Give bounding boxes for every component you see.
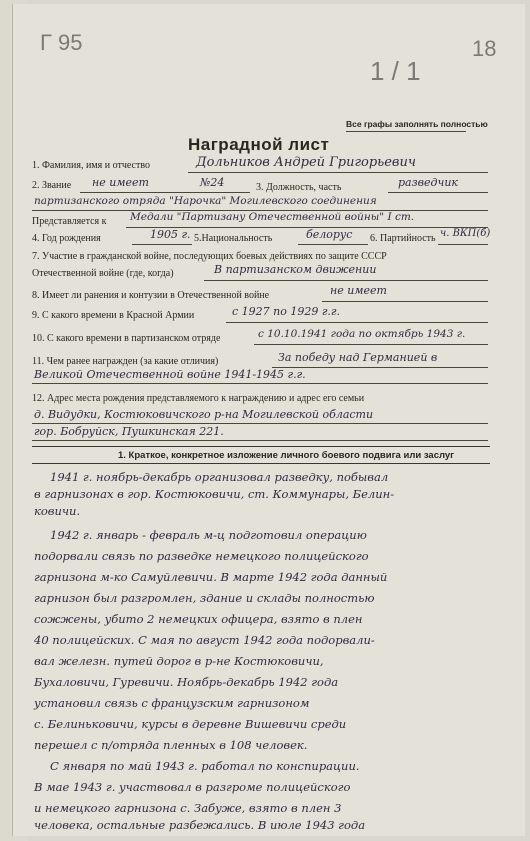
field-label-birth-year: 4. Год рождения bbox=[32, 233, 101, 244]
narrative-line: 1941 г. ноябрь-декабрь организовал разведку, побывал bbox=[50, 470, 389, 484]
pencil-mark-right: 18 bbox=[472, 36, 497, 61]
field-label-position: 3. Должность, часть bbox=[256, 182, 342, 193]
page-title: Наградной лист bbox=[188, 135, 330, 154]
narrative-line: 40 полицейских. С мая по август 1942 года подорвали- bbox=[34, 633, 375, 647]
field-value-unit: партизанского отряда "Нарочка" Могилевского соединения bbox=[34, 195, 377, 207]
narrative-line: перешел с п/отряда пленных в 108 человек. bbox=[34, 738, 308, 752]
field-value-award: Медали "Партизану Отечественной войны" I ст. bbox=[130, 211, 415, 223]
field-value-rank: не имеет bbox=[92, 176, 149, 189]
field-value-red-army: с 1927 по 1929 г.г. bbox=[232, 305, 340, 318]
field-value-party: ч. ВКП(б) bbox=[440, 228, 491, 239]
section-heading: 1. Краткое, конкретное изложение личного боевого подвига или заслуг bbox=[118, 450, 455, 461]
narrative-line: подорвали связь по разведке немецкого полицейского bbox=[34, 549, 369, 563]
field-label-civil-war: 7. Участие в гражданской войне, последующих боевых действиях по защите СССР bbox=[32, 251, 387, 262]
field-label-nationality: 5.Национальность bbox=[194, 233, 273, 244]
field-label-name: 1. Фамилия, имя и отчество bbox=[32, 160, 151, 171]
narrative-line: установил связь с французским гарнизоном bbox=[34, 696, 310, 710]
narrative-line: С января по май 1943 г. работал по конспирации. bbox=[50, 759, 360, 773]
field-value-partisan: с 10.10.1941 года по октябрь 1943 г. bbox=[258, 328, 466, 340]
field-value-prior-awards-2: Великой Отечественной войне 1941-1945 г.г. bbox=[34, 368, 306, 381]
narrative-line: человека, остальные разбежались. В июле 1943 года bbox=[34, 818, 366, 832]
field-value-wounds: не имеет bbox=[330, 284, 387, 297]
field-label-rank: 2. Звание bbox=[32, 180, 72, 191]
field-value-address-1: д. Видудки, Костюковичского р-на Могилевской области bbox=[34, 408, 374, 421]
field-value-prior-awards: За победу над Германией в bbox=[278, 351, 438, 364]
field-label-award: Представляется к bbox=[32, 216, 107, 227]
field-label-patriotic-war: Отечественной войне (где, когда) bbox=[32, 268, 174, 279]
narrative-line: гарнизон был разгромлен, здание и склады полностью bbox=[34, 591, 375, 605]
narrative-line: сожжены, убито 2 немецких офицера, взято в плен bbox=[34, 612, 363, 626]
header-note: Все графы заполнять полностью bbox=[346, 119, 488, 129]
field-label-red-army: 9. С какого времени в Красной Армии bbox=[32, 310, 195, 321]
field-label-address: 12. Адрес места рождения представляемого к награждению и адрес его семьи bbox=[32, 393, 365, 404]
narrative-line: в гарнизонах в гор. Костюковичи, ст. Коммунары, Белин- bbox=[34, 487, 395, 501]
narrative-line: 1942 г. январь - февраль м-ц подготовил операцию bbox=[50, 528, 367, 542]
narrative-line: с. Белиньковичи, курсы в деревне Вишевичи среди bbox=[34, 717, 347, 731]
field-label-prior-awards: 11. Чем ранее награжден (за какие отличия) bbox=[32, 356, 219, 367]
field-value-nationality: белорус bbox=[306, 228, 353, 241]
narrative-line: ковичи. bbox=[34, 504, 81, 518]
field-value-birth-year: 1905 г. bbox=[150, 228, 191, 241]
field-value-rank-extra: №24 bbox=[200, 176, 225, 189]
field-value-address-2: гор. Бобруйск, Пушкинская 221. bbox=[34, 425, 224, 438]
narrative-line: Бухаловичи, Гуревичи. Ноябрь-декабрь 1942 года bbox=[34, 675, 339, 689]
narrative-line: вал железн. путей дорог в р-не Костюковичи, bbox=[34, 654, 324, 668]
pencil-mark-center: 1 / 1 bbox=[370, 56, 421, 86]
narrative-line: В мае 1943 г. участвовал в разгроме полицейского bbox=[34, 780, 351, 794]
pencil-mark-left: Г 95 bbox=[40, 30, 83, 55]
field-label-partisan: 10. С какого времени в партизанском отряде bbox=[32, 333, 221, 344]
field-value-name: Дольников Андрей Григорьевич bbox=[196, 155, 416, 170]
narrative-line: гарнизона м-ко Самуйлевичи. В марте 1942 года данный bbox=[34, 570, 388, 584]
field-value-patriotic-war: В партизанском движении bbox=[214, 263, 377, 276]
field-label-party: 6. Партийность bbox=[370, 233, 436, 244]
narrative-line: и немецкого гарнизона с. Забуже, взято в плен 3 bbox=[34, 801, 342, 815]
field-value-position: разведчик bbox=[398, 176, 458, 189]
field-label-wounds: 8. Имеет ли ранения и контузии в Отечественной войне bbox=[32, 290, 270, 301]
